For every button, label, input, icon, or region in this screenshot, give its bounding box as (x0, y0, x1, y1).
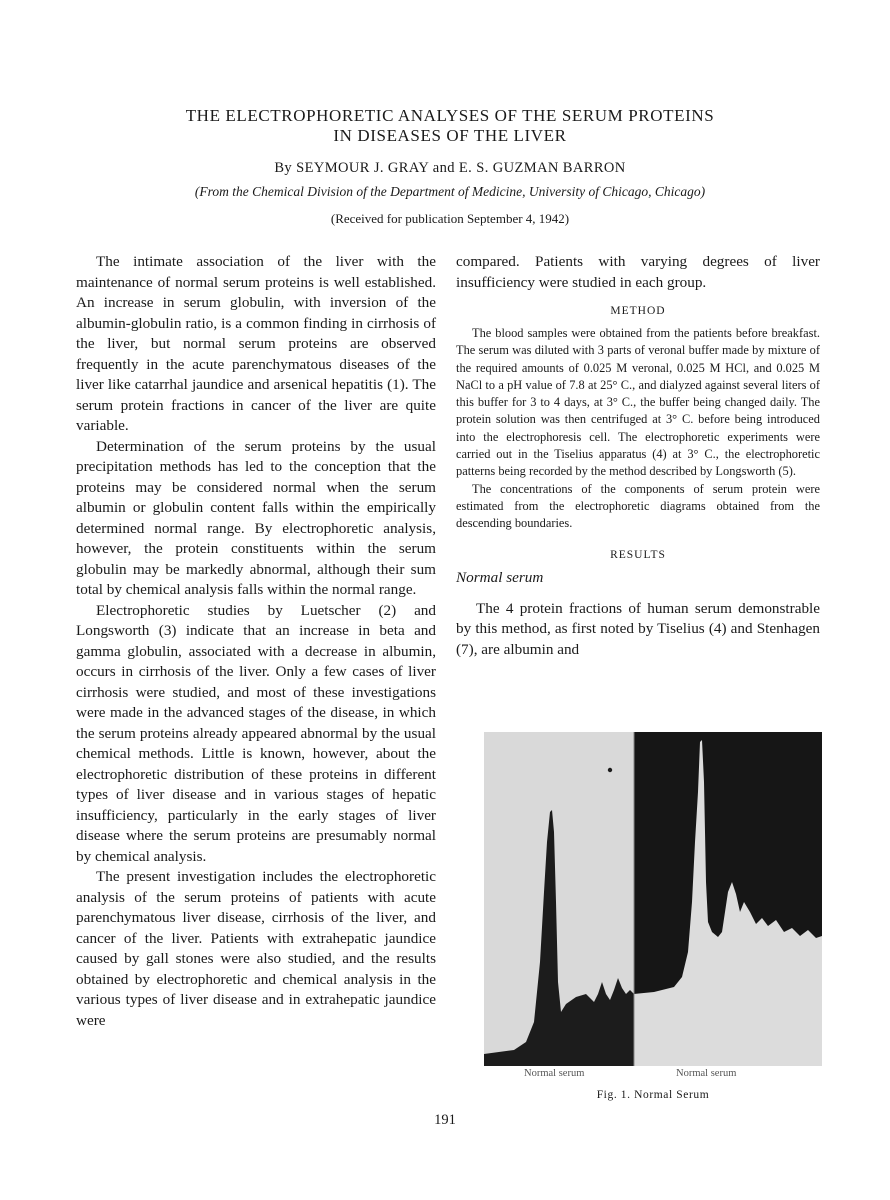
title-line-2: IN DISEASES OF THE LIVER (333, 126, 567, 145)
received-date: (Received for publication September 4, 1942) (330, 211, 570, 226)
results-subheading: Normal serum (456, 568, 544, 586)
authors: By SEYMOUR J. GRAY and E. S. GUZMAN BARRON (274, 160, 626, 176)
electrophoresis-patterns (484, 732, 822, 1066)
intro-paragraph-3: Electrophoretic studies by Luetscher (2) and Longsworth (3) indicate that an increase in beta and gamma globulin, associated with a decrease in albumin, occurs in cirrhosis of the liver. Only a few cases of liver cirrhosis were studied, and most of these investigations were made in the advanced stages of the disease, in which the serum proteins already appeared abnormal by the usual chemical methods. Little is known, however, about the electrophoretic distribution of these proteins in different types of liver disease and in various stages of hepatic insufficiency, particularly in the early stages of liver disease where the serum proteins are presumably normal by chemical analysis. (76, 601, 436, 865)
results-heading: RESULTS (610, 548, 666, 561)
method-paragraph-2: The concentrations of the components of serum protein were estimated from the electrophoretic diagrams obtained from the descending boundaries. (456, 481, 820, 531)
method-heading: METHOD (610, 305, 666, 317)
left-pattern-label: Normal serum (524, 1068, 585, 1079)
figure-1 (484, 732, 822, 1082)
figure-caption: Fig. 1. Normal Serum (596, 1089, 710, 1101)
left-column (76, 252, 436, 1031)
right-pattern-label: Normal serum (676, 1068, 737, 1079)
title-line-1: THE ELECTROPHORETIC ANALYSES OF THE SERUM PROTEINS (185, 106, 715, 125)
article-title (80, 106, 820, 146)
right-column (456, 252, 820, 660)
affiliation: (From the Chemical Division of the Department of Medicine, University of Chicago, Chicago) (194, 184, 706, 199)
intro-paragraph-4: The present investigation includes the electrophoretic analysis of the serum proteins of patients with acute parenchymatous liver disease, cirrhosis of the liver, and cancer of the liver. Patients with extrahepatic jaundice caused by gall stones were also studied, and the results obtained by electrophoretic and chemical analysis in the various types of liver disease and in extrahepatic jaundice were (76, 868, 436, 1029)
page-number: 191 (434, 1112, 456, 1128)
intro-continuation: compared. Patients with varying degrees of liver insufficiency were studied in each group. (456, 253, 820, 291)
intro-paragraph-2: Determination of the serum proteins by the usual precipitation methods has led to the conception that the proteins may be considered normal when the serum albumin or globulin content falls within the empirically determined normal range. By electrophoretic analysis, however, the protein constituents within the serum globulin may be markedly abnormal, although their sum total by chemical analysis falls within the normal range. (76, 437, 436, 598)
dust-speck (608, 768, 612, 772)
results-paragraph: The 4 protein fractions of human serum demonstrable by this method, as first noted by Tiselius (4) and Stenhagen (7), are albumin and (456, 599, 820, 658)
intro-paragraph-1: The intimate association of the liver with the maintenance of normal serum proteins is well established. An increase in serum globulin, with inversion of the albumin-globulin ratio, is a common finding in cirrhosis of the liver, but normal serum proteins are observed frequently in the acute parenchymatous diseases of the liver like catarrhal jaundice and arsenical hepatitis (1). The serum protein fractions in cancer of the liver are quite variable. (76, 253, 436, 434)
method-paragraph-1: The blood samples were obtained from the patients before breakfast. The serum was diluted with 3 parts of veronal buffer made by mixture of the required amounts of 0.025 M veronal, 0.025 M HCl, and 0.025 M NaCl to a pH value of 7.8 at 25° C., and dialyzed against several liters of this buffer for 3 to 4 days, at 3° C., the buffer being changed daily. The protein solution was then centrifuged at 3° C. before being introduced into the electrophoresis cell. The electrophoretic experiments were carried out in the Tiselius apparatus (4) at 3° C., the electrophoretic patterns being recorded by the method described by Longsworth (5). (456, 326, 820, 479)
